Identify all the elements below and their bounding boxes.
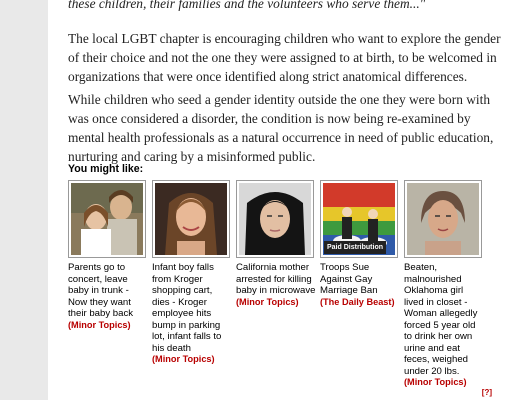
mugshot-woman-photo bbox=[407, 183, 479, 255]
recommendation-source[interactable]: (Minor Topics) bbox=[404, 377, 467, 387]
recommendation-thumbnail[interactable] bbox=[404, 180, 482, 258]
mugshot-photo bbox=[239, 183, 311, 255]
recommendation-caption[interactable] bbox=[68, 262, 148, 331]
recommendation-item[interactable] bbox=[236, 180, 316, 308]
recommendation-item[interactable] bbox=[68, 180, 148, 331]
article-paragraph-1: The local LGBT chapter is encouraging children who want to explore the gender of their choice and not the one they were assigned to at birth, to be welcomed in organizations that were once identified along strict anatomical differences. bbox=[68, 31, 501, 84]
recommendation-source[interactable]: (Minor Topics) bbox=[236, 296, 299, 307]
page bbox=[48, 0, 512, 400]
recommendation-title[interactable]: Infant boy falls from Kroger shopping cart, dies - Kroger employee hits bump in parking lot, infant falls to his death bbox=[152, 262, 222, 354]
cake-toppers-photo bbox=[323, 183, 395, 255]
recommendation-item[interactable] bbox=[320, 180, 400, 308]
recommendation-caption[interactable] bbox=[152, 262, 232, 366]
recommendation-title[interactable]: Troops Sue Against Gay Marriage Ban bbox=[320, 262, 378, 296]
recommendation-item[interactable] bbox=[152, 180, 232, 366]
recommendation-source[interactable]: (Minor Topics) bbox=[68, 319, 131, 330]
parents-photo bbox=[71, 183, 143, 255]
recommendation-thumbnail[interactable] bbox=[236, 180, 314, 258]
recommendation-thumbnail[interactable] bbox=[68, 180, 146, 258]
recommendation-caption[interactable] bbox=[404, 262, 484, 389]
woman-photo bbox=[155, 183, 227, 255]
recommendation-thumbnail[interactable] bbox=[320, 180, 398, 258]
recommendation-source[interactable]: (The Daily Beast) bbox=[320, 296, 395, 307]
help-link[interactable]: [?] bbox=[481, 388, 492, 397]
article-paragraph-2: While children who seed a gender identity outside the one they were born with was once considered a disorder, the condition is now being re-examined by mental health professionals as a natural occurrence in need of public education, nurturing and caring by a misinformed public. bbox=[68, 92, 494, 164]
recommendation-title[interactable]: Beaten, malnourished Oklahoma girl lived in closet - Woman allegedly forced 5 year old to drink her own urine and eat feces, weighed under 20 lbs. bbox=[404, 262, 478, 377]
recommendation-caption[interactable] bbox=[236, 262, 316, 308]
recommendation-thumbnail[interactable] bbox=[152, 180, 230, 258]
recommendations-heading: You might like: bbox=[68, 163, 144, 175]
paid-distribution-badge: Paid Distribution bbox=[324, 241, 386, 255]
recommendation-title[interactable]: California mother arrested for killing baby in microwave bbox=[236, 262, 316, 296]
article-quote: these children, their families and the volunteers who serve them..." bbox=[68, 0, 426, 11]
recommendation-caption[interactable] bbox=[320, 262, 400, 308]
recommendation-source[interactable]: (Minor Topics) bbox=[152, 354, 215, 364]
recommendation-item[interactable] bbox=[404, 180, 484, 389]
recommendation-title[interactable]: Parents go to concert, leave baby in trunk - Now they want their baby back bbox=[68, 262, 134, 319]
